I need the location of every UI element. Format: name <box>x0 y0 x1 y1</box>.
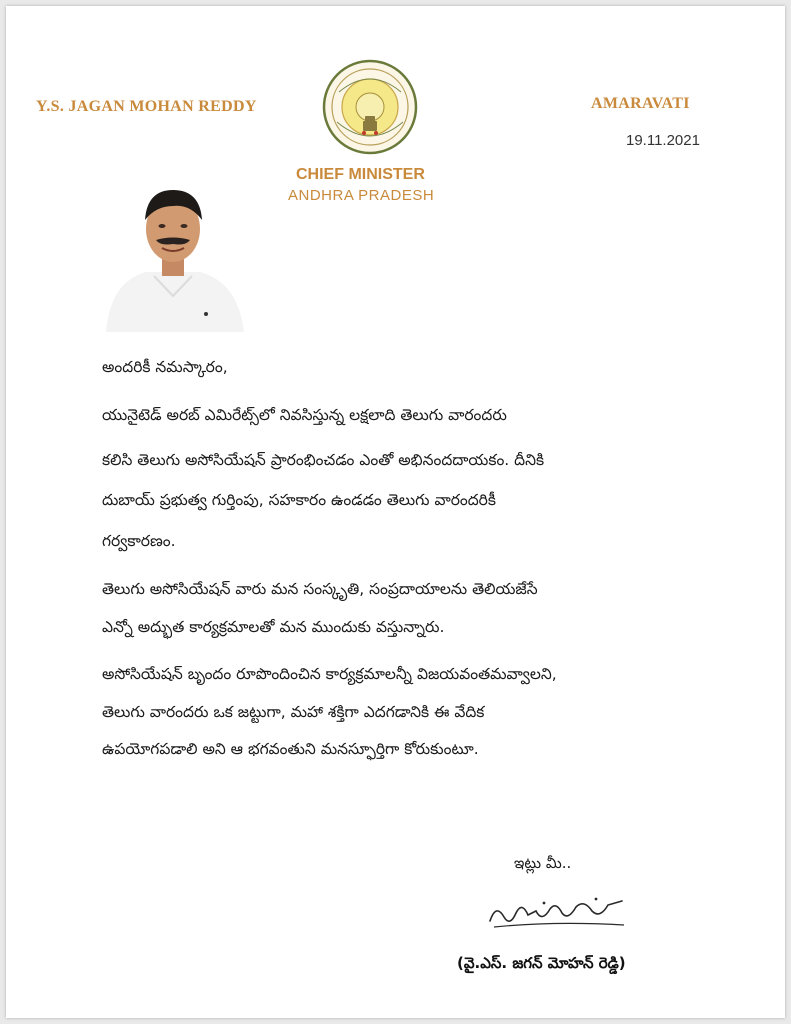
greeting-line: అందరికీ నమస్కారం, <box>102 358 228 376</box>
letter-date: 19.11.2021 <box>626 132 700 149</box>
chief-minister-portrait <box>98 184 248 332</box>
body-line: యునైటెడ్ అరబ్ ఎమిరేట్స్‌లో నివసిస్తున్న లక్షలాది తెలుగు వారందరు <box>102 406 507 424</box>
sender-name: Y.S. JAGAN MOHAN REDDY <box>36 98 257 115</box>
signatory-name: (వై.ఎస్. జగన్ మోహన్ రెడ్డి) <box>457 954 626 972</box>
body-line: గర్వకారణం. <box>102 532 176 550</box>
body-line: అసోసియేషన్ బృందం రూపొందించిన కార్యక్రమాలన్నీ విజయవంతమవ్వాలని, <box>102 665 557 683</box>
designation-title: CHIEF MINISTER <box>296 166 425 183</box>
body-line: కలిసి తెలుగు అసోసియేషన్ ప్రారంభించడం ఎంతో అభినందదాయకం. దీనికి <box>102 451 545 469</box>
andhra-pradesh-emblem-icon <box>319 58 421 156</box>
signature <box>484 891 634 933</box>
body-line: తెలుగు వారందరు ఒక జట్టుగా, మహా శక్తిగా ఎదగడానికి ఈ వేదిక <box>102 703 485 721</box>
body-line: ఉపయోగపడాలి అని ఆ భగవంతుని మనస్ఫూర్తిగా కోరుకుంటూ. <box>102 740 479 758</box>
letterhead-place: AMARAVATI <box>591 95 690 112</box>
closing-line: ఇట్లు మీ.. <box>514 854 572 872</box>
state-title: ANDHRA PRADESH <box>288 187 435 204</box>
body-line: ఎన్నో అద్భుత కార్యక్రమాలతో మన ముందుకు వస్తున్నారు. <box>102 618 445 636</box>
letter-page <box>6 6 785 1018</box>
body-line: తెలుగు అసోసియేషన్ వారు మన సంస్కృతి, సంప్రదాయాలను తెలియజేసే <box>102 580 538 598</box>
body-line: దుబాయ్ ప్రభుత్వ గుర్తింపు, సహకారం ఉండడం తెలుగు వారందరికీ <box>102 491 496 509</box>
